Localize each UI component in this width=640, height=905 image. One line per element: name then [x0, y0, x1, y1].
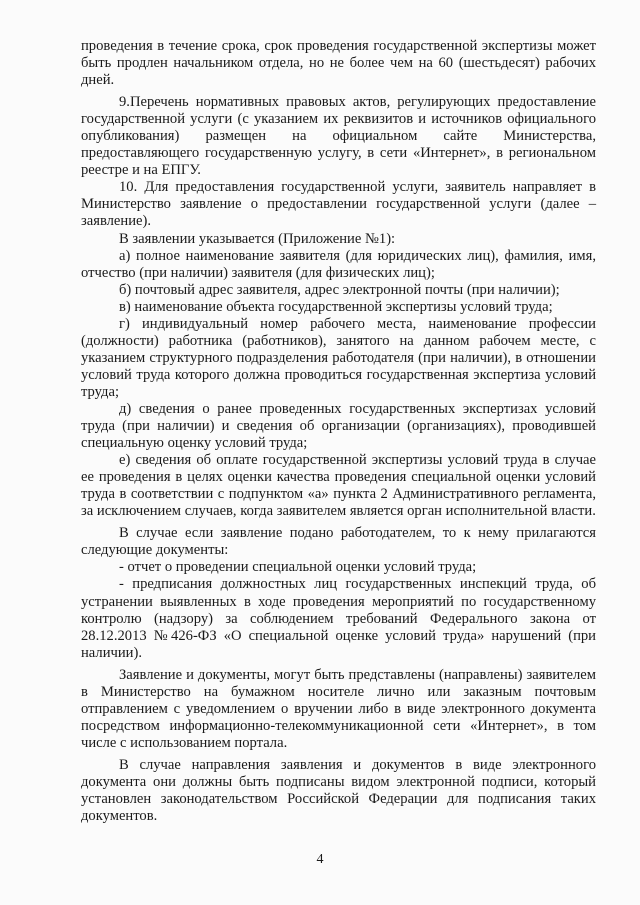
paragraph-sub-e: е) сведения об оплате государственной экспертизы условий труда в случае ее проведения в целях оценки качества проведения специальной оценки условий труда в соответствии с подпунктом «а» пункта 2 Административного регламента, за исключением случаев, когда заявителем является орган исполнительной власти.: [81, 452, 596, 520]
paragraph-submission-methods: Заявление и документы, могут быть представлены (направлены) заявителем в Министерство на бумажном носителе лично или заказным почтовым отправлением с уведомлением о вручении либо в виде электронного документа посредством информационно-телекоммуникационной сети «Интернет», в том числе с использованием портала.: [81, 666, 596, 751]
paragraph-employer-attachments: В случае если заявление подано работодателем, то к нему прилагаются следующие документы:: [81, 525, 596, 559]
paragraph-sub-d: д) сведения о ранее проведенных государственных экспертизах условий труда (при наличии) и сведения об организации (организациях), проводившей специальную оценку условий труда;: [81, 400, 596, 452]
paragraph-sub-b: б) почтовый адрес заявителя, адрес электронной почты (при наличии);: [119, 281, 560, 298]
paragraph-electronic-signature: В случае направления заявления и документов в виде электронного документа они должны быть подписаны видом электронной подписи, который установлен законодательством Российской Федерации для подписания таких документов.: [81, 756, 596, 825]
paragraph-attachment-orders: - предписания должностных лиц государственных инспекций труда, об устранении выявленных в ходе проведения мероприятий по государственному контролю (надзору) за соблюдением требований Федерального закона от 28.12.2013 №426-ФЗ «О специальной оценке условий труда» нарушений (при наличии).: [81, 576, 596, 661]
paragraph-sub-v: в) наименование объекта государственной экспертизы условий труда;: [119, 298, 553, 315]
paragraph-attachment-report: - отчет о проведении специальной оценки условий труда;: [119, 559, 477, 576]
paragraph-sub-a: а) полное наименование заявителя (для юридических лиц), фамилия, имя, отчество (при наличии) заявителя (для физических лиц);: [81, 247, 596, 281]
paragraph-sub-g: г) индивидуальный номер рабочего места, наименование профессии (должности) работника (работников), занятого на данном рабочем месте, с указанием структурного подразделения работодателя (при наличии), в отношении условий труда которого должна проводиться государственная экспертиза условий труда;: [81, 315, 596, 400]
paragraph-item-10: 10. Для предоставления государственной услуги, заявитель направляет в Министерство заявление о предоставлении государственной услуги (далее – заявление).: [81, 179, 596, 230]
paragraph-term-extension: проведения в течение срока, срок проведения государственной экспертизы может быть продлен начальником отдела, но не более чем на 60 (шестьдесят) рабочих дней.: [81, 38, 596, 89]
paragraph-item-9: 9.Перечень нормативных правовых актов, регулирующих предоставление государственной услуги (с указанием их реквизитов и источников официального опубликования) размещен на официальном сайте Министерства, предоставляющего государственную услугу, в сети «Интернет», в региональном реестре и на ЕПГУ.: [81, 94, 596, 179]
body-text: [81, 38, 596, 825]
paragraph-application-contents: В заявлении указывается (Приложение №1):: [119, 230, 396, 247]
page-number: 4: [316, 852, 324, 867]
